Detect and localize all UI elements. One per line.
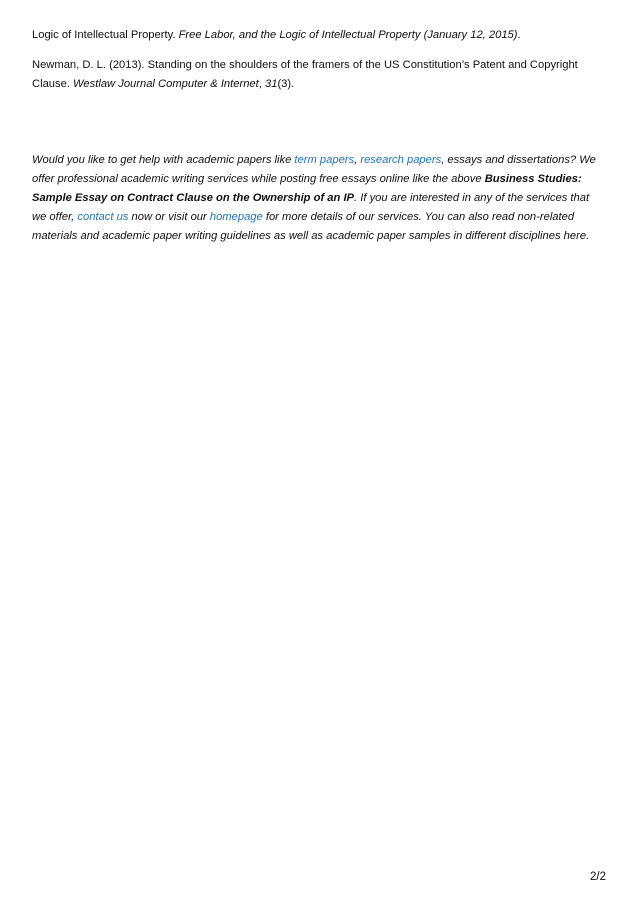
promo-text-5: now or visit our <box>128 211 210 223</box>
promo-text-2: , <box>354 154 361 166</box>
reference-2-comma: , <box>258 78 265 90</box>
promo-text-1: Would you like to get help with academic papers like <box>32 154 295 166</box>
promo-text-3: , essays and dissertations? We offer professional academic writing services while posting free essays online like the above <box>32 154 596 185</box>
promo-text-6: for more details of our services. You can also read non-related materials and academic paper writing guidelines as well as academic paper samples in different disciplines here. <box>32 211 590 242</box>
reference-2-tail: (3). <box>277 78 295 90</box>
contact-us-link[interactable]: contact us <box>77 211 129 223</box>
reference-2-volume: 31 <box>264 78 278 90</box>
reference-1-tail: . <box>517 29 521 41</box>
reference-1-text: Logic of Intellectual Property. <box>32 29 179 41</box>
reference-2-text: Newman, D. L. (2013). Standing on the shoulders of the framers of the US Constitution’s Patent and Copyright Clause. <box>32 59 578 90</box>
promo-essay-title: Business Studies: Sample Essay on Contract Clause on the Ownership of an IP <box>32 173 582 204</box>
reference-entry-2 <box>32 56 606 94</box>
promo-text-4: . If you are interested in any of the services that we offer, <box>32 192 590 223</box>
reference-2-journal: Westlaw Journal Computer & Internet <box>73 78 259 90</box>
homepage-link[interactable]: homepage <box>209 211 263 223</box>
reference-1-italic-title: Free Labor, and the Logic of Intellectual Property (January 12, 2015) <box>178 29 518 41</box>
reference-entry-1 <box>32 26 606 45</box>
term-papers-link[interactable]: term papers <box>294 154 355 166</box>
page-number: 2/2 <box>590 871 606 883</box>
research-papers-link[interactable]: research papers <box>360 154 442 166</box>
promo-paragraph <box>32 151 606 246</box>
